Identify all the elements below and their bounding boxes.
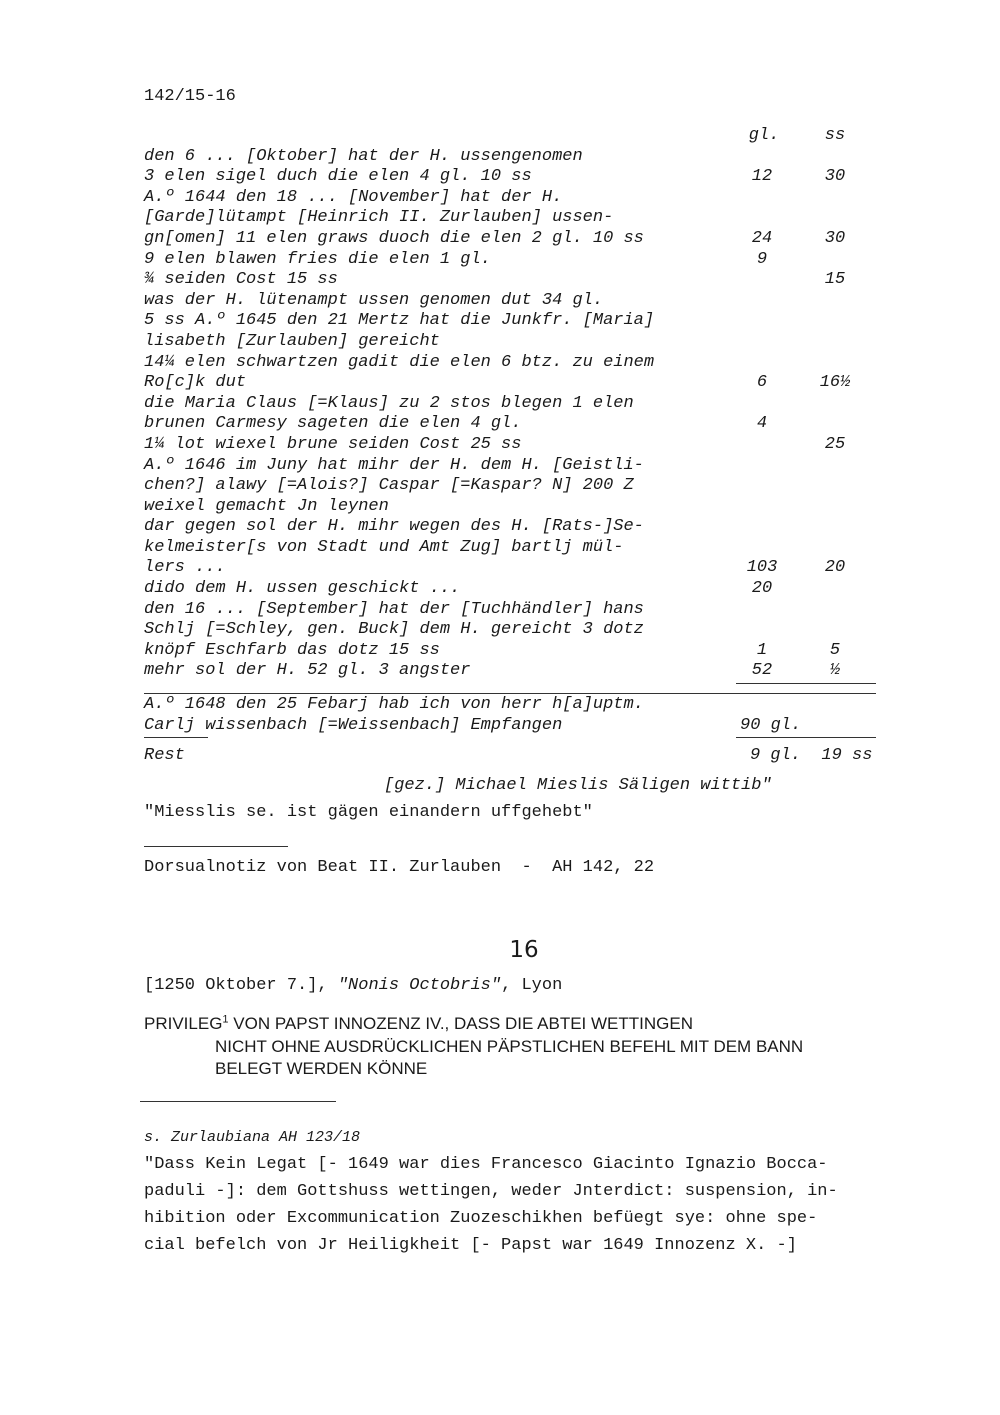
ledger-row (144, 311, 884, 332)
ledger-row (144, 373, 884, 394)
footnote-rule (140, 1101, 336, 1102)
ledger-row (144, 188, 884, 209)
footnote-line (144, 1205, 904, 1232)
footnote-line (144, 1151, 904, 1178)
column-header-gl: gl. (748, 126, 780, 145)
date-line (144, 976, 562, 996)
ledger-row-gl: 4 (756, 414, 768, 434)
ledger-row-text: dar gegen sol der H. mihr wegen des H. [Rats-]Se- (144, 517, 644, 537)
footnote-line (144, 1232, 904, 1259)
ledger-row-text: dido dem H. ussen geschickt ... (144, 579, 461, 599)
receipt-line-2: Carlj wissenbach [=Weissenbach] Empfangen (144, 716, 563, 735)
ledger-row-text: 1¼ lot wiexel brune seiden Cost 25 ss (144, 434, 522, 454)
ledger-row (144, 167, 884, 188)
ledger-row-text: lers ... (144, 558, 226, 578)
ledger-row-text: brunen Carmesy sageten die elen 4 gl. (144, 414, 522, 434)
ledger-rows (144, 147, 884, 682)
ledger-row-text: A.º 1646 im Juny hat mihr der H. dem H. [Geistli- (144, 455, 644, 475)
ledger-row-text: 9 elen blawen fries die elen 1 gl. (144, 249, 491, 269)
ledger-row (144, 147, 884, 168)
ledger-row-text: den 6 ... [Oktober] hat der H. ussengenomen (144, 146, 583, 166)
ledger-row-text: chen?] alawy [=Alois?] Caspar [=Kaspar? N] 200 Z (144, 476, 634, 496)
ledger-row-text: 3 elen sigel duch die elen 4 gl. 10 ss (144, 167, 532, 187)
ledger-row-gl: 52 (751, 661, 773, 681)
footnote-line (144, 1178, 904, 1205)
ledger-row-text: was der H. lütenampt ussen genomen dut 34 gl. (144, 290, 604, 310)
title-privileg: PRIVILEG (144, 1014, 223, 1033)
ledger-row (144, 229, 884, 250)
ledger-row-text: gn[omen] 11 elen graws duoch die elen 2 gl. 10 ss (144, 228, 644, 248)
ledger-row-text: kelmeister[s von Stadt und Amt Zug] bartlj mül- (144, 537, 624, 557)
ledger-row (144, 517, 884, 538)
ledger-row-text: Ro[c]k dut (144, 373, 247, 393)
ledger-row (144, 661, 884, 682)
ledger-row (144, 414, 884, 435)
ledger-row-text: die Maria Claus [=Klaus] zu 2 stos blegen 1 elen (144, 393, 634, 413)
ledger-row-text: Schlj [=Schley, gen. Buck] dem H. gereicht 3 dotz (144, 620, 644, 640)
footnote-mark: 1 (222, 1013, 229, 1026)
receipt-amount: 90 gl. (740, 716, 802, 735)
ledger-row-ss: 5 (829, 640, 841, 660)
rest-label: Rest (144, 746, 185, 765)
footnote-line-text: cial befelch von Jr Heiligkheit [- Papst war 1649 Innozenz X. -] (144, 1236, 797, 1255)
title-line-3: BELEGT WERDEN KÖNNE (215, 1059, 428, 1078)
sum-rule (736, 683, 876, 684)
dorsal-quote: "Miesslis se. ist gägen einandern uffgehebt" (144, 803, 593, 822)
ledger-row (144, 394, 884, 415)
section-rule-1 (144, 693, 876, 694)
title-line-1 (144, 1014, 693, 1034)
footnote-line-text: "Dass Kein Legat [- 1649 war dies Francesco Giacinto Ignazio Bocca- (144, 1155, 828, 1174)
footnote-reference: s. Zurlaubiana AH 123/18 (144, 1129, 361, 1146)
ledger-row-text: mehr sol der H. 52 gl. 3 angster (144, 661, 471, 681)
ledger-row-gl: 12 (751, 167, 773, 187)
ledger-row (144, 558, 884, 579)
ledger-row-gl: 9 (756, 249, 768, 269)
ledger-row-gl: 20 (751, 579, 773, 599)
ledger-row-text: 5 ss A.º 1645 den 21 Mertz hat die Junkfr. [Maria] (144, 311, 655, 331)
document-number: 16 (509, 937, 539, 963)
ledger-row-gl: 1 (756, 640, 768, 660)
ledger-row (144, 208, 884, 229)
ledger-row (144, 620, 884, 641)
ledger-row (144, 456, 884, 477)
footnote-quote (144, 1151, 904, 1259)
ledger-row-ss: 15 (824, 270, 846, 290)
footnote-line-text: paduli -]: dem Gottshuss wettingen, weder Jnterdict: suspension, in- (144, 1182, 838, 1201)
account-ledger (144, 126, 884, 682)
ledger-row (144, 250, 884, 271)
column-header-ss: ss (824, 126, 846, 145)
ledger-row-text: [Garde]lütampt [Heinrich II. Zurlauben] ussen- (144, 208, 614, 228)
ledger-row (144, 353, 884, 374)
ledger-row-text: A.º 1644 den 18 ... [November] hat der H. (144, 187, 563, 207)
ledger-row-ss: ½ (829, 661, 841, 681)
ledger-row-text: weixel gemacht Jn leynen (144, 496, 389, 516)
ledger-row (144, 332, 884, 353)
ledger-row-text: knöpf Eschfarb das dotz 15 ss (144, 640, 440, 660)
ledger-row-text: lisabeth [Zurlauben] gereicht (144, 331, 440, 351)
amount-rule (736, 737, 876, 738)
place-text: , Lyon (501, 976, 563, 995)
ledger-row (144, 476, 884, 497)
ledger-row-gl: 6 (756, 373, 768, 393)
underline-carlj (144, 737, 208, 738)
ledger-row-text: ¾ seiden Cost 15 ss (144, 270, 338, 290)
ledger-row-ss: 16½ (819, 373, 851, 393)
separator-short-rule (144, 846, 288, 847)
ledger-row-ss: 20 (824, 558, 846, 578)
ledger-row-text: den 16 ... [September] hat der [Tuchhändler] hans (144, 599, 644, 619)
ledger-row (144, 641, 884, 662)
ledger-row (144, 538, 884, 559)
dorsual-note: Dorsualnotiz von Beat II. Zurlauben - AH 142, 22 (144, 858, 655, 877)
title-line-1-rest: VON PAPST INNOZENZ IV., DASS DIE ABTEI WETTINGEN (228, 1014, 693, 1033)
footnote-line-text: hibition oder Excommunication Zuozeschikhen befüegt sye: ohne spe- (144, 1209, 818, 1228)
ledger-row (144, 579, 884, 600)
ledger-row-ss: 30 (824, 167, 846, 187)
ledger-row (144, 270, 884, 291)
receipt-line-1: A.º 1648 den 25 Febarj hab ich von herr h[a]uptm. (144, 695, 644, 714)
signature-line: [gez.] Michael Mieslis Säligen wittib" (384, 776, 772, 795)
ledger-header (144, 126, 884, 147)
ledger-row-ss: 25 (824, 434, 846, 454)
ledger-row-text: 14¼ elen schwartzen gadit die elen 6 btz. zu einem (144, 352, 655, 372)
page-reference: 142/15-16 (144, 87, 236, 106)
latin-date: "Nonis Octobris" (337, 976, 502, 995)
ledger-row-gl: 103 (746, 558, 778, 578)
date-text: [1250 Oktober 7.], (144, 976, 338, 995)
ledger-row (144, 600, 884, 621)
ledger-row (144, 435, 884, 456)
ledger-row (144, 291, 884, 312)
ledger-row-gl: 24 (751, 228, 773, 248)
rest-amount: 9 gl. 19 ss (750, 746, 873, 765)
title-line-2: NICHT OHNE AUSDRÜCKLICHEN PÄPSTLICHEN BEFEHL MIT DEM BANN (215, 1037, 804, 1056)
ledger-row-ss: 30 (824, 228, 846, 248)
ledger-row (144, 497, 884, 518)
